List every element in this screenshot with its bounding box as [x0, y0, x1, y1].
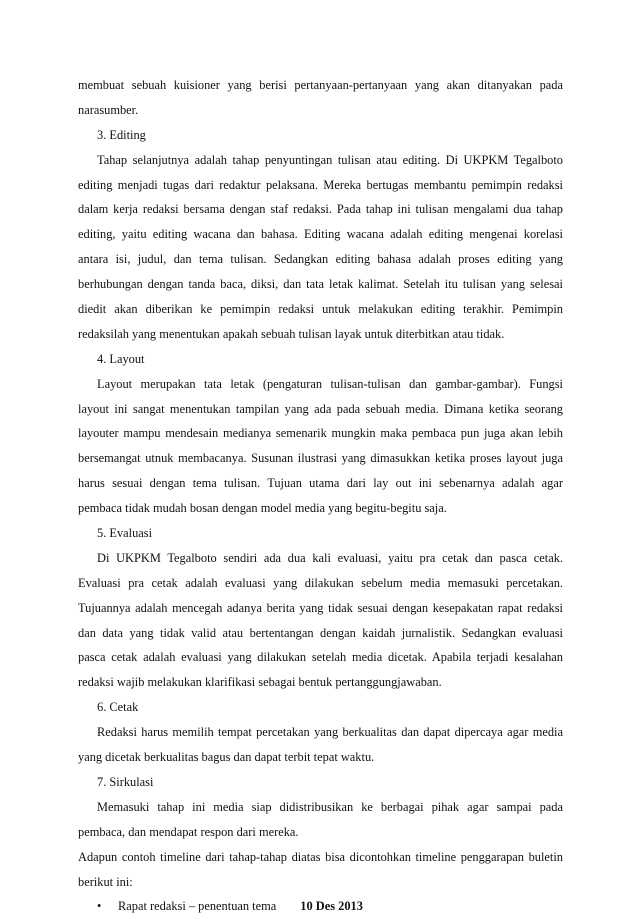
text-line: harus sesuai dengan tema tulisan. Tujuan utama dari lay out ini sebenarnya adalah agar	[78, 476, 563, 491]
text-line: berikut ini:	[78, 874, 133, 889]
text-line: Layout merupakan tata letak (pengaturan tulisan-tulisan dan gambar-gambar). Fungsi	[97, 376, 563, 391]
text-line: Redaksi harus memilih tempat percetakan yang berkualitas dan dapat dipercaya agar media	[97, 725, 563, 740]
text-line: membuat sebuah kuisioner yang berisi pertanyaan-pertanyaan yang akan ditanyakan pada	[78, 78, 563, 92]
text-line: layouter mampu mendesain medianya semenarik mungkin maka pembaca pun juga akan lebih	[78, 426, 563, 441]
text-line: antara isi, judul, dan tema tulisan. Sedangkan editing bahasa adalah proses editing yang	[78, 252, 563, 267]
text-line: diedit akan diberikan ke pemimpin redaksi untuk melakukan editing terakhir. Pemimpin	[78, 302, 563, 317]
section-heading: 6. Cetak	[97, 700, 139, 715]
text-line: Tujuannya adalah mencegah adanya berita yang tidak sesuai dengan kesepakatan rapat redaksi	[78, 600, 563, 615]
document-body	[78, 73, 563, 894]
timeline-item-text: Rapat redaksi – penentuan tema	[118, 899, 277, 914]
text-line: Evaluasi pra cetak adalah evaluasi yang dilakukan sebelum media memasuki percetakan.	[78, 575, 563, 590]
text-line: narasumber.	[78, 102, 139, 117]
text-line: editing menjadi tugas dari redaktur pelaksana. Mereka bertugas membantu pemimpin redaksi	[78, 177, 563, 192]
text-line: yang dicetak berkualitas bagus dan dapat terbit tepat waktu.	[78, 750, 375, 765]
text-line: pembaca tidak mudah bosan dengan model media yang begitu-begitu saja.	[78, 501, 447, 516]
text-line: berhubungan dengan tanda baca, diksi, dan tata letak kalimat. Setelah itu tulisan yang selesai	[78, 277, 563, 292]
text-line: redaksilah yang menentukan apakah sebuah tulisan layak untuk diterbitkan atau tidak.	[78, 326, 505, 341]
section-heading: 7. Sirkulasi	[97, 774, 154, 789]
section-heading: 4. Layout	[97, 351, 145, 366]
text-line: dan data yang tidak valid atau bertentangan dengan kaidah jurnalistik. Sedangkan evaluasi	[78, 625, 563, 640]
text-line: Adapun contoh timeline dari tahap-tahap diatas bisa dicontohkan timeline penggarapan buletin	[78, 849, 563, 864]
text-line: bersemangat utnuk membacanya. Susunan ilustrasi yang dimasukkan ketika proses layout juga	[78, 451, 563, 466]
text-line: Di UKPKM Tegalboto sendiri ada dua kali evaluasi, yaitu pra cetak dan pasca cetak.	[97, 550, 563, 565]
timeline-item-date: 10 Des 2013	[300, 899, 363, 914]
text-line: pembaca, dan mendapat respon dari mereka.	[78, 824, 299, 839]
text-line: Memasuki tahap ini media siap didistribusikan ke berbagai pihak agar sampai pada	[97, 799, 563, 814]
text-line: pasca cetak adalah evaluasi yang dilakukan setelah media dicetak. Apabila terjadi kesalahan	[78, 650, 563, 665]
text-line: dalam kerja redaksi bersama dengan staf redaksi. Pada tahap ini tulisan mengalami dua tahap	[78, 202, 563, 217]
text-line: redaksi wajib melakukan klarifikasi sebagai bentuk pertanggungjawaban.	[78, 675, 442, 690]
section-heading: 5. Evaluasi	[97, 526, 153, 541]
text-line: Tahap selanjutnya adalah tahap penyuntingan tulisan atau editing. Di UKPKM Tegalboto	[97, 152, 563, 167]
section-heading: 3. Editing	[97, 127, 146, 142]
text-line: editing, yaitu editing wacana dan bahasa. Editing wacana adalah editing mengenai korelasi	[78, 227, 563, 242]
timeline-bullet-item	[78, 894, 563, 919]
bullet-point: •	[97, 899, 102, 914]
text-line: layout ini sangat menentukan tampilan yang ada pada sebuah media. Dimana ketika seorang	[78, 401, 563, 416]
